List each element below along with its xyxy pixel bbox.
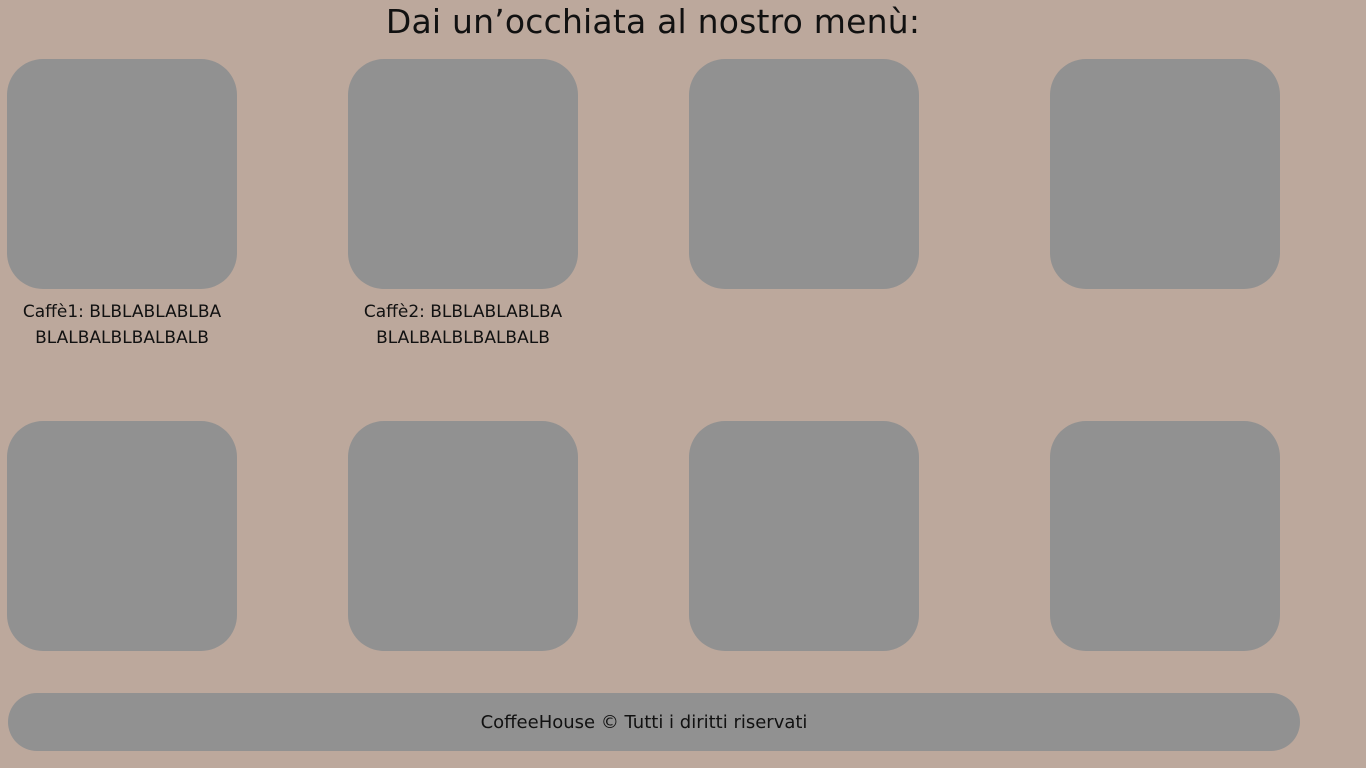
menu-item-caption [7,299,237,351]
menu-card-8[interactable] [1050,421,1280,651]
menu-card-3[interactable] [689,59,919,289]
menu-item-image[interactable] [689,421,919,651]
menu-item-image[interactable] [348,421,578,651]
footer [8,693,1300,751]
menu-item-caption-line1: Caffè2: BLBLABLABLBA [363,302,563,322]
menu-item-caption-line2: BLALBALBLBALBALB [35,328,209,348]
menu-item-image[interactable] [689,59,919,289]
menu-item-caption-line2: BLALBALBLBALBALB [376,328,550,348]
menu-item-image[interactable] [7,59,237,289]
menu-card-6[interactable] [348,421,578,651]
footer-copyright: CoffeeHouse © Tutti i diritti riservati [480,711,808,733]
menu-card-2[interactable] [348,59,578,351]
menu-card-4[interactable] [1050,59,1280,289]
menu-item-caption [348,299,578,351]
page-title: Dai un’occhiata al nostro menù: [385,2,921,41]
menu-item-caption-line1: Caffè1: BLBLABLABLBA [22,302,222,322]
menu-item-image[interactable] [348,59,578,289]
menu-item-image[interactable] [7,421,237,651]
menu-card-7[interactable] [689,421,919,651]
menu-item-image[interactable] [1050,421,1280,651]
menu-card-1[interactable] [7,59,237,351]
menu-item-image[interactable] [1050,59,1280,289]
menu-card-5[interactable] [7,421,237,651]
